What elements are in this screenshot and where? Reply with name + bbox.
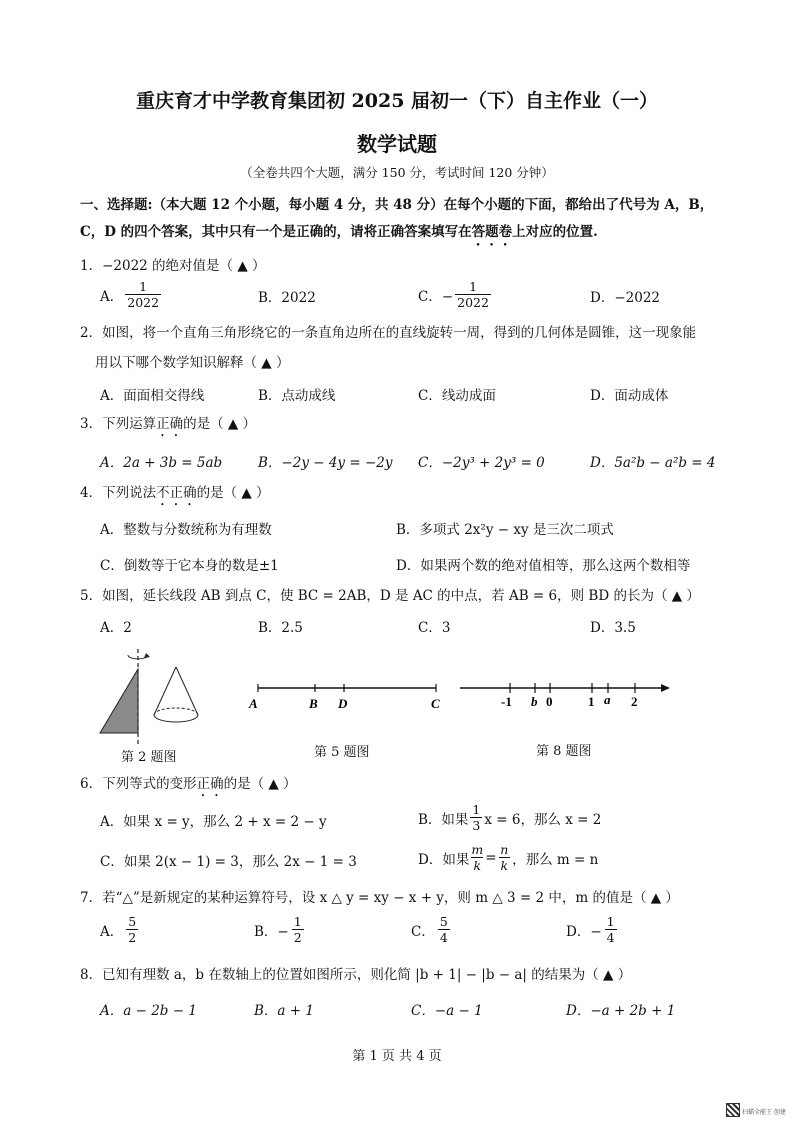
q2-stem-line2: 用以下哪个数学知识解释（ ▲ ） [95,355,290,371]
exam-note: （全卷共四个大题，满分 150 分，考试时间 120 分钟） [240,165,554,180]
figure-5-segment [245,676,445,716]
arrow-head-icon [144,653,150,658]
q7-a-den: 2 [128,930,137,945]
q6-stem-post: 的是（ ▲ ） [223,776,297,792]
q6-stem [80,772,297,800]
page-number: 第 1 页 共 4 页 [352,1049,442,1064]
instr-text-end: 上对应的位置. [512,224,598,240]
q6-option-d [418,842,598,873]
q6-stem-pre: 6．下列等式的变形 [80,776,197,792]
q5-option-d: D．3.5 [590,620,636,636]
q6-d-num1: m [471,842,484,857]
q6-d-den1: k [473,858,482,873]
label-0: 0 [546,694,553,709]
q2-option-a: A．面面相交得线 [100,388,205,404]
q7-d-num: 1 [606,914,615,929]
q6-b-num: 1 [472,802,481,817]
q7-c-num: 5 [439,914,448,929]
q1-option-c [418,279,491,310]
axis-arrow-icon [661,684,670,692]
q7-option-b [254,914,304,945]
q8-option-a: A．a − 2b − 1 [100,1003,197,1019]
q3-option-b: B．−2y − 4y = −2y [258,455,393,471]
figure-8-caption: 第 8 题图 [536,744,592,759]
q1-a-den: 2022 [127,295,160,310]
q6-b-fraction [470,802,482,833]
exam-subtitle: 数学试题 [357,132,437,156]
q4-option-a: A．整数与分数统称为有理数 [100,522,272,538]
q1-c-num: 1 [469,279,478,294]
q4-stem-emphasis: 不正确 [156,485,197,501]
q6-d-fraction-1 [471,842,483,873]
cone-base-front [154,715,198,722]
q3-stem-emphasis: 正确 [156,416,184,432]
q1-a-fraction [125,279,161,310]
q8-stem: 8．已知有理数 a，b 在数轴上的位置如图所示，则化简 |b + 1| − |b − a| 的结果为（ ▲ ） [80,967,632,983]
q4-stem-pre: 4．下列说法 [80,485,157,501]
figure-5-caption: 第 5 题图 [314,745,370,760]
q6-option-b [418,802,601,833]
q7-option-c [411,914,450,945]
q8-option-c: C．−a − 1 [411,1003,483,1019]
q7-option-a [100,914,138,945]
q6-option-a: A．如果 x = y，那么 2 + x = 2 − y [100,814,327,830]
qr-code-icon [726,1103,740,1117]
cone-base-back [154,708,198,715]
q7-c-label: C． [411,923,435,940]
q4-option-d: D．如果两个数的绝对值相等，那么这两个数相等 [396,558,691,574]
q5-option-c: C．3 [418,620,451,636]
q6-b-post: x = 6，那么 x = 2 [484,811,602,828]
figure-8-number-line [458,678,674,712]
q7-b-num: 1 [293,914,302,929]
q2-option-c: C．线动成面 [418,388,496,404]
q7-a-label: A． [100,923,124,940]
label-a: A [249,696,258,711]
figure-2-cone [92,645,212,745]
q1-c-den: 2022 [457,295,489,310]
q7-stem: 7．若“△”是新规定的某种运算符号，设 x △ y = xy − x + y，则 m △ 3 = 2 中，m 的值是（ ▲ ） [80,890,679,906]
q7-a-num: 5 [128,914,137,929]
label-d: D [338,696,348,711]
q5-option-b: B．2.5 [258,620,303,636]
label-c: C [431,696,440,711]
label-neg1: -1 [501,694,512,709]
q8-option-b: B．a + 1 [254,1003,314,1019]
q7-b-label: B．− [254,923,289,940]
label-b: B [309,696,318,711]
section-instructions-line1: 一、选择题:（本大题 12 个小题，每小题 4 分，共 48 分）在每个小题的下面，都给出了代号为 A，B， [80,197,714,213]
q8-option-d: D．−a + 2b + 1 [566,1003,676,1019]
instr-text: C，D 的四个答案，其中只有一个是正确的，请将正确答案填写在 [80,224,472,240]
q4-option-b: B．多项式 2x²y − xy 是三次二项式 [396,522,614,538]
q6-d-fraction-2 [499,842,511,873]
q1-c-label: C．− [418,288,454,305]
q6-d-den2: k [500,858,509,873]
q6-b-den: 3 [472,818,481,833]
label-2: 2 [631,694,638,709]
q2-option-b: B．点动成线 [258,388,336,404]
q6-d-pre: D．如果 [418,851,470,868]
q6-d-eq: = [485,849,497,866]
q2-stem-line1: 2．如图，将一个直角三角形绕它的一条直角边所在的直线旋转一周，得到的几何体是圆锥，这一现象能 [80,325,697,341]
q3-option-c: C．−2y³ + 2y³ = 0 [418,455,545,471]
q6-stem-emphasis: 正确 [196,776,224,792]
q7-option-d [566,914,617,945]
q1-option-b: B．2022 [258,290,316,306]
instr-emphasis: 答题卷 [471,224,513,240]
triangle-shape [100,669,138,733]
q1-a-label: A． [100,288,124,305]
q7-a-fraction [126,914,138,945]
q6-d-post: ，那么 m = n [512,851,599,868]
q1-a-num: 1 [139,279,148,294]
exam-title: 重庆育才中学教育集团初 2025 届初一（下）自主作业（一） [135,90,659,112]
q3-option-a: A．2a + 3b = 5ab [100,455,223,471]
q1-option-d: D．−2022 [590,290,660,306]
q1-stem: 1．−2022 的绝对值是（ ▲ ） [80,258,266,274]
q7-c-den: 4 [439,930,448,945]
label-a: a [604,692,611,707]
label-b: b [531,694,538,709]
q3-stem-post: 的是（ ▲ ） [183,416,257,432]
q4-stem-post: 的是（ ▲ ） [196,485,270,501]
q4-option-c: C．倒数等于它本身的数是±1 [100,558,279,574]
q1-c-fraction [455,279,491,310]
q7-d-label: D．− [566,923,602,940]
q4-stem [80,481,270,509]
q7-b-fraction [292,914,304,945]
section-instructions-line2 [80,220,598,249]
q7-c-fraction [438,914,450,945]
q6-option-c: C．如果 2(x − 1) = 3，那么 2x − 1 = 3 [100,854,357,870]
q5-option-a: A．2 [100,620,132,636]
label-1: 1 [588,694,595,709]
q3-stem [80,412,256,440]
q5-stem: 5．如图，延长线段 AB 到点 C，使 BC = 2AB，D 是 AC 的中点，若 AB = 6，则 BD 的长为（ ▲ ） [80,588,700,604]
q3-stem-pre: 3．下列运算 [80,416,157,432]
figure-2-caption: 第 2 题图 [121,750,177,765]
q1-option-a [100,279,161,310]
q7-b-den: 2 [293,930,302,945]
scan-watermark: 扫描全能王 创建 [742,1109,786,1116]
q3-option-d: D．5a²b − a²b = 4 [590,455,716,471]
q6-d-num2: n [500,842,509,857]
q2-option-d: D．面动成体 [590,388,669,404]
q7-d-den: 4 [606,930,615,945]
q7-d-fraction [605,914,617,945]
q6-b-pre: B．如果 [418,811,469,828]
